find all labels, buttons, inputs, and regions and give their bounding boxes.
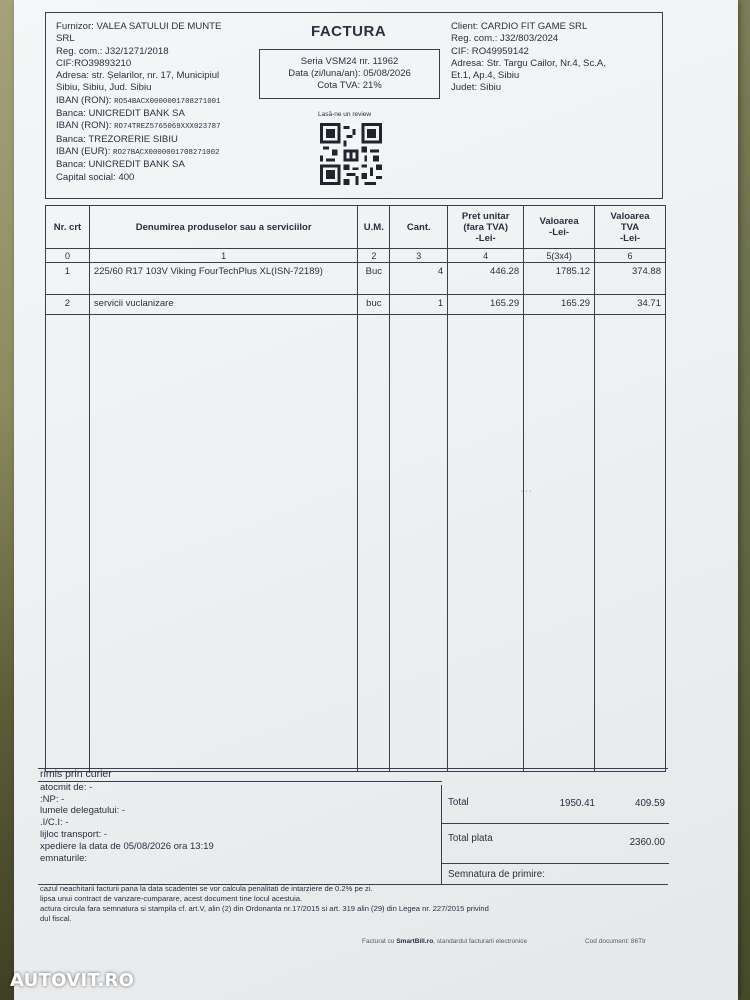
note-line: actura circula fara semnatura si stampila cf. art.V, alin (2) din Ordonanta nr.17/2015 si art. 319 alin (29) din Legea nr. 227/2015 privind	[40, 904, 489, 913]
col-header-value: Valoarea -Lei-	[524, 206, 595, 249]
col-header-name: Denumirea produselor sau a serviciilor	[89, 206, 357, 249]
total-pay-value: 2360.00	[629, 837, 665, 848]
delegate-line: xpediere la data de 05/08/2026 ora 13:19	[40, 840, 214, 852]
note-line: lipsa unui contract de vanzare-cumparare, acest document tine locul acestuia.	[40, 894, 303, 903]
client-county: Judet: Sibiu	[451, 82, 502, 94]
supplier-address: Adresa: str. Șelarilor, nr. 17, Municipiul	[56, 70, 220, 82]
total-value: 1950.41	[559, 798, 595, 809]
legal-notes	[40, 884, 640, 924]
row-price: 165.29	[448, 295, 524, 315]
table-header-row	[46, 206, 666, 249]
supplier-cif: CIF:RO39893210	[56, 57, 132, 69]
table-row	[46, 263, 666, 295]
index-cell: 1	[89, 249, 357, 263]
client-address: Adresa: Str. Targu Cailor, Nr.4, Sc.A,	[451, 57, 606, 69]
client-reg-com: Reg. com.: J32/803/2024	[451, 33, 559, 45]
row-value: 1785.12	[524, 263, 595, 295]
supplier-iban-2: IBAN (RON): RO74TREZ5765069XXX023787	[56, 120, 221, 132]
invoice-series: Seria VSM24 nr. 11962	[300, 56, 399, 67]
signature-label: Semnatura de primire:	[448, 869, 545, 880]
invoice-title: FACTURA	[311, 23, 387, 40]
total-row	[442, 785, 669, 823]
supplier-iban-1: IBAN (RON): RO54BACX0000001708271001	[56, 94, 221, 106]
index-cell: 0	[46, 249, 90, 263]
client-address-cont: Et.1, Ap.4, Sibiu	[451, 70, 520, 82]
total-pay-row	[442, 823, 669, 863]
invoice-vat-rate: Cota TVA: 21%	[317, 80, 382, 91]
row-nr: 1	[46, 263, 90, 295]
total-vat: 409.59	[635, 798, 665, 809]
signature-row	[442, 863, 669, 884]
row-vat: 374.88	[595, 263, 666, 295]
client-block	[451, 21, 661, 95]
invoice-footer	[38, 768, 668, 885]
index-cell: 6	[595, 249, 666, 263]
supplier-name: Furnizor: VALEA SATULUI DE MUNTE	[56, 21, 222, 32]
document-code: Cod document: 86Ttr	[585, 938, 647, 945]
row-value: 165.29	[524, 295, 595, 315]
items-table	[45, 205, 666, 772]
col-header-um: U.M.	[358, 206, 390, 249]
autovit-watermark: AUTOVIT.RO	[10, 970, 135, 991]
supplier-bank-2: Banca: TREZORERIE SIBIU	[56, 133, 178, 145]
row-um: Buc	[358, 263, 390, 295]
col-header-vat: Valoarea TVA -Lei-	[595, 206, 666, 249]
note-line: dul fiscal.	[40, 914, 72, 923]
total-pay-label: Total plata	[448, 833, 493, 844]
index-cell: 4	[448, 249, 524, 263]
col-header-nr: Nr. crt	[46, 206, 90, 249]
delegate-line: atocmit de: -	[40, 781, 93, 793]
invoice-date: Data (zi/luna/an): 05/08/2026	[288, 68, 411, 79]
delegate-line: emnaturile:	[40, 852, 87, 864]
col-header-price: Pret unitar (fara TVA) -Lei-	[448, 206, 524, 249]
table-index-row	[46, 249, 666, 263]
invoice-header	[45, 12, 663, 199]
delegate-block	[38, 769, 438, 864]
delegate-line: lijloc transport: -	[40, 828, 108, 840]
client-name: Client: CARDIO FIT GAME SRL	[451, 21, 588, 32]
row-um: buc	[358, 295, 390, 315]
delegate-line: :NP: -	[40, 793, 65, 805]
col-header-qty: Cant.	[390, 206, 448, 249]
row-nr: 2	[46, 295, 90, 315]
index-cell: 2	[358, 249, 390, 263]
row-price: 446.28	[448, 263, 524, 295]
client-cif: CIF: RO49959142	[451, 45, 529, 57]
invoice-meta-box	[259, 49, 440, 99]
index-cell: 3	[390, 249, 448, 263]
stray-dots: · · ·	[521, 488, 532, 495]
delegate-line: .I/C.I: -	[40, 817, 69, 829]
qr-code-icon[interactable]	[320, 123, 382, 185]
row-product-name: 225/60 R17 103V Viking FourTechPlus XL(ISN-72189)	[89, 263, 357, 295]
row-qty: 4	[390, 263, 448, 295]
note-line: cazul neachitarii facturii pana la data scadentei se vor calcula penalitati de intarziere de 0.2% pe zi.	[40, 884, 373, 893]
supplier-bank-3: Banca: UNICREDIT BANK SA	[56, 159, 185, 171]
review-label: Lasă-ne un review	[318, 111, 372, 118]
supplier-name-cont: SRL	[56, 33, 75, 45]
supplier-iban-3: IBAN (EUR): RO27BACX0000001708271002	[56, 145, 220, 157]
generator-credit: Facturat cu SmartBill.ro, standardul facturarii electronice	[362, 938, 528, 945]
supplier-capital: Capital social: 400	[56, 171, 135, 183]
row-vat: 34.71	[595, 295, 666, 315]
supplier-bank-1: Banca: UNICREDIT BANK SA	[56, 108, 185, 120]
smartbill-link[interactable]: SmartBill.ro	[396, 938, 434, 945]
supplier-reg-com: Reg. com.: J32/1271/2018	[56, 45, 169, 57]
shipping-method: rimis prin curier	[38, 769, 442, 782]
delegate-line: lumele delegatului: -	[40, 805, 126, 817]
row-product-name: servicii vuclanizare	[89, 295, 357, 315]
table-empty-row	[46, 315, 666, 772]
total-label: Total	[448, 797, 469, 808]
supplier-address-cont: Sibiu, Sibiu, Jud. Sibiu	[56, 82, 152, 94]
index-cell: 5(3x4)	[524, 249, 595, 263]
totals-block	[441, 785, 668, 884]
row-qty: 1	[390, 295, 448, 315]
table-row	[46, 295, 666, 315]
supplier-block	[56, 21, 271, 184]
